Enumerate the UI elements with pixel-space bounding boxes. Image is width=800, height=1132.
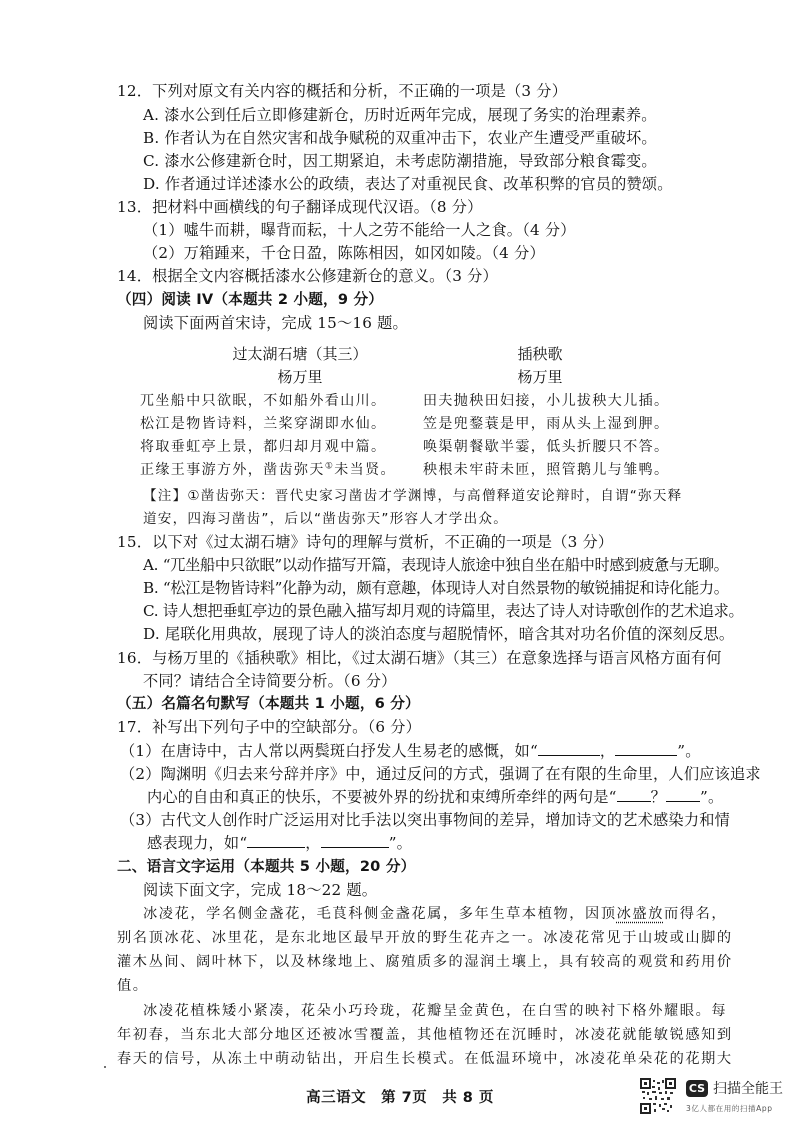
emphasized-text: 冰盛放 — [616, 906, 665, 922]
q15-option-c: C. 诗人想把垂虹亭边的景色融入描写却月观的诗篇里，表达了诗人对诗歌创作的艺术追求。 — [143, 602, 744, 620]
note-line-1: 【注】①凿齿弥天：晋代史家习凿齿才学渊博，与高僧释道安论辩时，自谓“弥天释 — [143, 488, 683, 504]
passage-text: 冰凌花，学名侧金盏花，毛茛科侧金盏花属，多年生草本植物，因顶 — [143, 906, 617, 922]
watermark-app-name: 扫描全能王 — [713, 1081, 783, 1097]
answer-blank[interactable] — [617, 787, 651, 802]
passage-text: 而得名， — [664, 906, 728, 922]
section2-instruction: 阅读下面文字，完成 18～22 题。 — [143, 881, 378, 899]
q17-item-1 — [120, 741, 701, 761]
poem1-line-4 — [140, 460, 396, 480]
q12-option-c: C. 漆水公修建新仓时，因工期紧迫，未考虑防潮措施，导致部分粮食霉变。 — [143, 152, 657, 170]
q13-item-1: （1）噓牛而耕，曝背而耘，十人之劳不能给一人之食。（4 分） — [143, 221, 576, 239]
poem1-line-3: 将取垂虹亭上景，都归却月观中篇。 — [140, 439, 387, 455]
q15-option-d: D. 尾联化用典故，展现了诗人的淡泊态度与超脱情怀，暗含其对功名价值的深刻反思。 — [143, 625, 735, 643]
qr-code-icon — [640, 1078, 676, 1114]
watermark-tagline: 3亿人都在用的扫描App — [686, 1104, 773, 1113]
passage-p2-line-3: 春天的信号，从冻土中萌动钻出，开启生长模式。在低温环境中，冰凌花单朵花的花期大 — [117, 1051, 733, 1067]
q12-option-a: A. 漆水公到任后立即修建新仓，历时近两年完成，展现了务实的治理素养。 — [143, 106, 657, 124]
close-quote: ”。 — [699, 788, 724, 806]
camscanner-logo-icon: CS — [686, 1080, 708, 1097]
question-mark: ？ — [650, 788, 666, 806]
q15-option-a: A. “兀坐船中只欲眠”以动作描写开篇，表现诗人旅途中独自坐在船中时感到疲惫与无聊。 — [143, 556, 729, 574]
poem1-title: 过太湖石塘（其三） — [232, 345, 368, 363]
passage-p1-line-2: 别名顶冰花、冰里花，是东北地区最早开放的野生花卉之一。冰凌花常见于山坡或山脚的 — [117, 930, 733, 946]
comma: ， — [599, 742, 616, 760]
answer-blank[interactable] — [615, 741, 677, 756]
q16-line-2: 不同？请结合全诗简要分析。（6 分） — [143, 672, 397, 690]
q17-item-2-line-1: （2）陶渊明《归去来兮辞并序》中，通过反问的方式，强调了在有限的生命里，人们应该追求 — [120, 765, 761, 783]
poem1-line-4-a: 正缘王事游方外，凿齿弥天 — [140, 462, 325, 478]
q16-line-1: 16．与杨万里的《插秧歌》相比，《过太湖石塘》（其三）在意象选择与语言风格方面有何 — [117, 649, 722, 667]
poem1-author: 杨万里 — [277, 368, 323, 386]
q14-stem: 14．根据全文内容概括漆水公修建新仓的意义。（3 分） — [117, 267, 498, 285]
comma: ， — [305, 834, 321, 852]
passage-p2-line-1: 冰凌花植株矮小紧凑，花朵小巧玲珑，花瓣呈金黄色，在白雪的映衬下格外耀眼。每 — [143, 1003, 728, 1019]
passage-p1-line-1 — [143, 904, 727, 924]
q17-item-2-line-2 — [147, 787, 723, 807]
passage-p1-line-3: 灌木丛间、阔叶林下，以及林缘地上、腐殖质多的湿润土壤上，具有较高的观赏和药用价 — [117, 954, 733, 970]
scan-speck — [104, 1066, 106, 1068]
answer-blank[interactable] — [247, 833, 305, 848]
poem2-line-3: 唤渠朝餐歇半霎，低头折腰只不答。 — [423, 439, 670, 455]
section4-instruction: 阅读下面两首宋诗，完成 15～16 题。 — [143, 314, 408, 332]
poem2-author: 杨万里 — [517, 368, 563, 386]
q15-stem: 15．以下对《过太湖石塘》诗句的理解与赏析，不正确的一项是（3 分） — [117, 533, 614, 551]
q17-item-2-text: 内心的自由和真正的快乐，不要被外界的纷扰和束缚所牵绊的两句是“ — [147, 788, 617, 806]
q13-stem: 13．把材料中画横线的句子翻译成现代汉语。（8 分） — [117, 198, 483, 216]
q17-stem: 17．补写出下列句子中的空缺部分。（6 分） — [117, 718, 421, 736]
poem1-line-1: 兀坐船中只欲眠，不如船外看山川。 — [140, 393, 387, 409]
poem2-line-4: 秧根未牢莳未匝，照管鹅儿与雏鸭。 — [423, 462, 670, 478]
q17-item-1-text: （1）在唐诗中，古人常以两鬓斑白抒发人生易老的感慨，如“ — [120, 742, 538, 760]
section2-heading: 二、语言文字运用（本题共 5 小题，20 分） — [117, 858, 416, 875]
poem2-line-1: 田夫抛秧田妇接，小儿拔秧大儿插。 — [423, 393, 670, 409]
q15-option-b: B. “松江是物皆诗料”化静为动，颇有意趣，体现诗人对自然景物的敏锐捕捉和诗化能力。 — [143, 579, 729, 597]
q17-item-3-text: 感表现力，如“ — [147, 834, 248, 852]
passage-p1-line-4: 值。 — [117, 978, 149, 994]
poem1-line-4-b: 未当贤。 — [334, 462, 396, 478]
poem1-line-2: 松江是物皆诗料，兰桨穿湖即水仙。 — [140, 416, 387, 432]
note-line-2: 道安，四海习凿齿”，后以“凿齿弥天”形容人才学出众。 — [143, 511, 508, 527]
section5-heading: （五）名篇名句默写（本题共 1 小题，6 分） — [117, 695, 420, 712]
answer-blank[interactable] — [666, 787, 700, 802]
q12-option-b: B. 作者认为在自然灾害和战争赋税的双重冲击下，农业产生遭受严重破坏。 — [143, 129, 657, 147]
close-quote: ”。 — [677, 742, 701, 760]
section4-heading: （四）阅读 IV（本题共 2 小题，9 分） — [117, 291, 384, 308]
poem2-title: 插秧歌 — [517, 345, 563, 363]
q13-item-2: （2）万箱踵来，千仓日盈，陈陈相因，如冈如陵。（4 分） — [143, 244, 545, 262]
q12-option-d: D. 作者通过详述漆水公的政绩，表达了对重视民食、改革积弊的官员的赞颂。 — [143, 175, 673, 193]
footnote-mark: ① — [324, 461, 335, 472]
q17-item-3-line-1: （3）古代文人创作时广泛运用对比手法以突出事物间的差异，增加诗文的艺术感染力和情 — [120, 811, 730, 829]
answer-blank[interactable] — [321, 833, 389, 848]
q17-item-3-line-2 — [147, 833, 412, 853]
close-quote: ”。 — [388, 834, 413, 852]
answer-blank[interactable] — [538, 741, 600, 756]
scanner-watermark — [640, 1078, 790, 1122]
page-footer: 高三语文 第 7页 共 8 页 — [306, 1090, 494, 1106]
passage-p2-line-2: 年初春，当东北大部分地区还被冰雪覆盖，其他植物还在沉睡时，冰凌花就能敏锐感知到 — [117, 1027, 733, 1043]
poem2-line-2: 笠是兜鍪蓑是甲，雨从头上湿到胛。 — [423, 416, 670, 432]
q12-stem: 12．下列对原文有关内容的概括和分析，不正确的一项是（3 分） — [117, 82, 568, 100]
